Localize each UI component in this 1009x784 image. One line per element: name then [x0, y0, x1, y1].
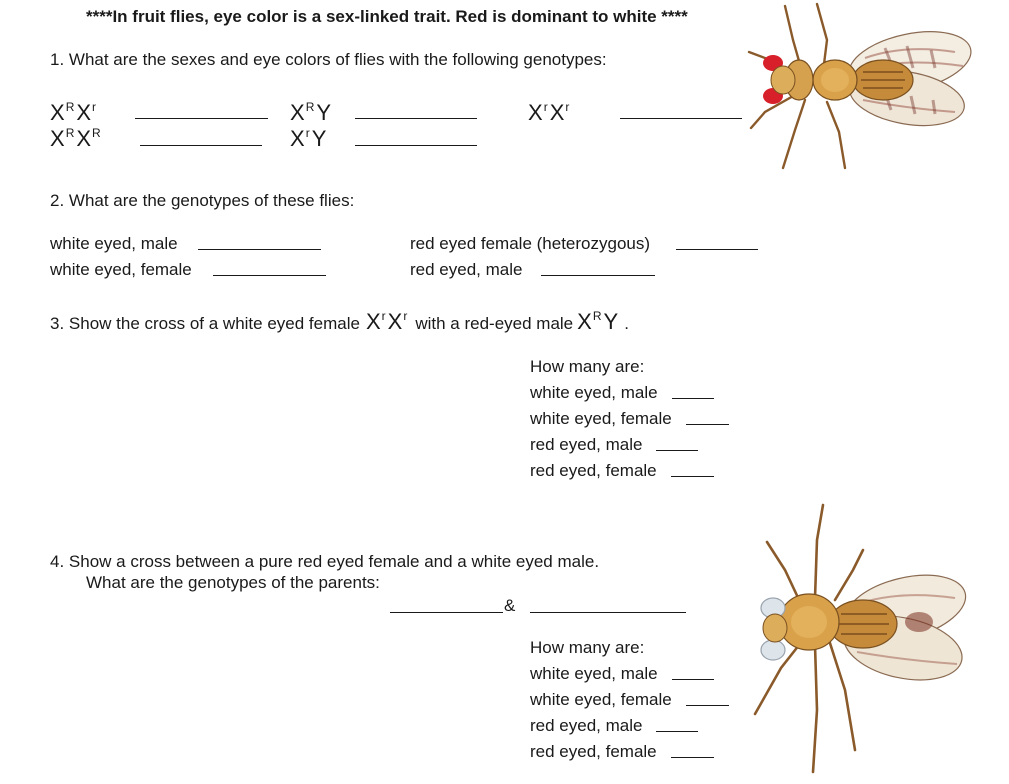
q3-prompt-line: [50, 309, 629, 335]
q4-subprompt: What are the genotypes of the parents:: [86, 573, 380, 592]
worksheet-title: ****In fruit flies, eye color is a sex-linked trait. Red is dominant to white ****: [86, 7, 688, 26]
q1-genotype-1: [50, 96, 98, 124]
allele-sup: r: [403, 309, 408, 323]
how-many-2-item-3: red eyed, male: [530, 716, 643, 735]
q2-item-2: white eyed, female: [50, 260, 192, 279]
allele-base: X: [290, 126, 305, 151]
q3-end-period: .: [624, 314, 629, 333]
q1-answer-blank-3[interactable]: [620, 104, 742, 119]
allele-sup: R: [92, 126, 101, 140]
q4-prompt: 4. Show a cross between a pure red eyed female and a white eyed male.: [50, 552, 600, 571]
q1-genotype-2: [290, 96, 331, 124]
q2-item-3: red eyed female (heterozygous): [410, 234, 651, 253]
allele-base: X: [365, 309, 381, 334]
q2-item-1: white eyed, male: [50, 234, 178, 253]
q3-prompt-start: 3. Show the cross of a white eyed female: [50, 314, 360, 333]
q1-answer-blank-1[interactable]: [135, 104, 268, 119]
q2-prompt: 2. What are the genotypes of these flies:: [50, 191, 355, 210]
how-many-1-blank-1[interactable]: [672, 384, 714, 399]
allele-base: Y: [603, 309, 619, 334]
how-many-1-blank-2[interactable]: [686, 410, 729, 425]
allele-sup: r: [381, 309, 386, 323]
q2-item-4: red eyed, male: [410, 260, 523, 279]
q4-parent-blank-1[interactable]: [390, 598, 503, 613]
how-many-1-item-2: white eyed, female: [530, 409, 672, 428]
allele-base: Y: [311, 126, 327, 151]
allele-base: X: [387, 309, 403, 334]
how-many-2-item-4: red eyed, female: [530, 742, 657, 761]
allele-base: X: [549, 100, 565, 125]
allele-sup: R: [592, 309, 602, 323]
allele-sup: R: [305, 100, 315, 114]
allele-sup: r: [92, 100, 97, 114]
how-many-2-blank-3[interactable]: [656, 717, 698, 732]
how-many-1-item-3: red eyed, male: [530, 435, 643, 454]
q1-genotype-5: [290, 122, 326, 150]
q4-ampersand: &: [504, 596, 516, 615]
allele-sup: R: [65, 126, 75, 140]
allele-sup: r: [565, 100, 570, 114]
allele-base: X: [528, 100, 543, 125]
allele-sup: R: [65, 100, 75, 114]
how-many-heading-1: How many are:: [530, 357, 645, 376]
q2-answer-blank-1[interactable]: [198, 235, 321, 250]
allele-sup: r: [305, 126, 310, 140]
how-many-2-item-1: white eyed, male: [530, 664, 658, 683]
allele-base: X: [290, 100, 305, 125]
allele-base: X: [50, 126, 65, 151]
how-many-2-blank-4[interactable]: [671, 743, 714, 758]
allele-base: X: [76, 126, 92, 151]
q1-genotype-3: [528, 96, 571, 124]
how-many-1-item-4: red eyed, female: [530, 461, 657, 480]
q1-answer-blank-4[interactable]: [140, 131, 262, 146]
how-many-1-blank-3[interactable]: [656, 436, 698, 451]
allele-base: X: [76, 100, 92, 125]
allele-sup: r: [543, 100, 548, 114]
q1-answer-blank-2[interactable]: [355, 104, 477, 119]
q2-answer-blank-4[interactable]: [541, 261, 655, 276]
q3-male-genotype: [577, 309, 618, 335]
q1-prompt: 1. What are the sexes and eye colors of flies with the following genotypes:: [50, 50, 607, 69]
q1-genotype-4: [50, 122, 103, 150]
allele-base: X: [577, 309, 592, 334]
red-eyed-fruit-fly-icon: [735, 0, 975, 172]
q1-answer-blank-5[interactable]: [355, 131, 477, 146]
q3-female-genotype: [366, 309, 409, 335]
how-many-2-blank-1[interactable]: [672, 665, 714, 680]
q2-answer-blank-2[interactable]: [213, 261, 326, 276]
how-many-2-blank-2[interactable]: [686, 691, 729, 706]
q2-answer-blank-3[interactable]: [676, 235, 758, 250]
white-eye-icon: [761, 640, 785, 660]
how-many-1-blank-4[interactable]: [671, 462, 714, 477]
q3-middle-text: with a red-eyed male: [415, 314, 574, 333]
how-many-heading-2: How many are:: [530, 638, 645, 657]
white-eyed-fruit-fly-icon: [745, 500, 975, 782]
q4-parent-blank-2[interactable]: [530, 598, 686, 613]
allele-base: X: [50, 100, 65, 125]
how-many-1-item-1: white eyed, male: [530, 383, 658, 402]
allele-base: Y: [316, 100, 332, 125]
how-many-2-item-2: white eyed, female: [530, 690, 672, 709]
